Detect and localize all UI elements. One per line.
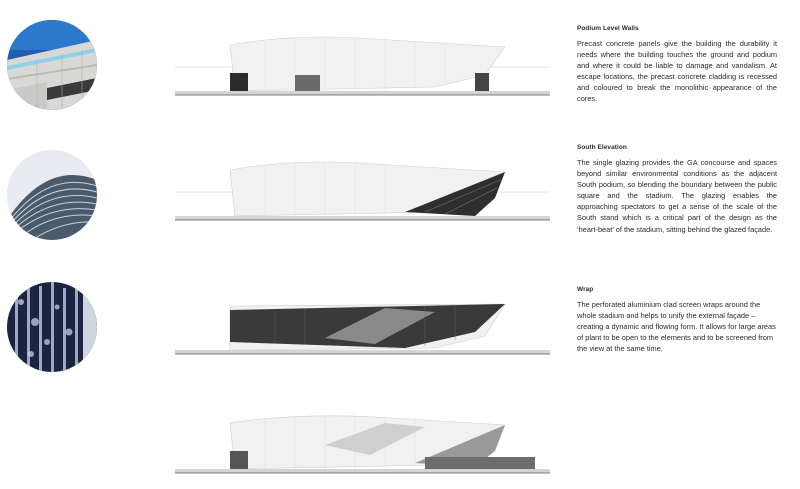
- podium-photo: [7, 20, 97, 110]
- section-body: The single glazing provides the GA concourse and spaces beyond similar environmental conditions as the adjacent South podium, so blending the boundary between the public square and the stadium. The glazing enables the approaching spectators to get a sense of the scale of the South stand which is a critical part of the design as the ‘heart-beat’ of the stadium, sitting behind the glazed façade.: [577, 158, 777, 234]
- wrap-elevation-drawing: [175, 288, 550, 368]
- south-elevation-drawing: [175, 150, 550, 230]
- section-title: Wrap: [577, 286, 594, 293]
- section-title: Podium Level Walls: [577, 25, 639, 32]
- wrap-photo: [7, 282, 97, 372]
- section-body: The perforated aluminium clad screen wraps around the whole stadium and helps to unify the external façade – creating a dynamic and flowing form. It allows for large areas of plant to be open to the elements and to be screened from the view at the same time.: [577, 300, 776, 354]
- section-title: South Elevation: [577, 144, 627, 151]
- podium-elevation-drawing: [175, 25, 550, 105]
- section-body: Precast concrete panels give the building the durability it needs where the building touches the ground and podium and where it could be liable to damage and vandalism. At escape locations, the precast concrete cladding is recessed and coloured to break the monolithic appearance of the cores.: [577, 39, 777, 104]
- south-elevation-photo: [7, 150, 97, 240]
- combined-elevation-drawing: [175, 405, 550, 485]
